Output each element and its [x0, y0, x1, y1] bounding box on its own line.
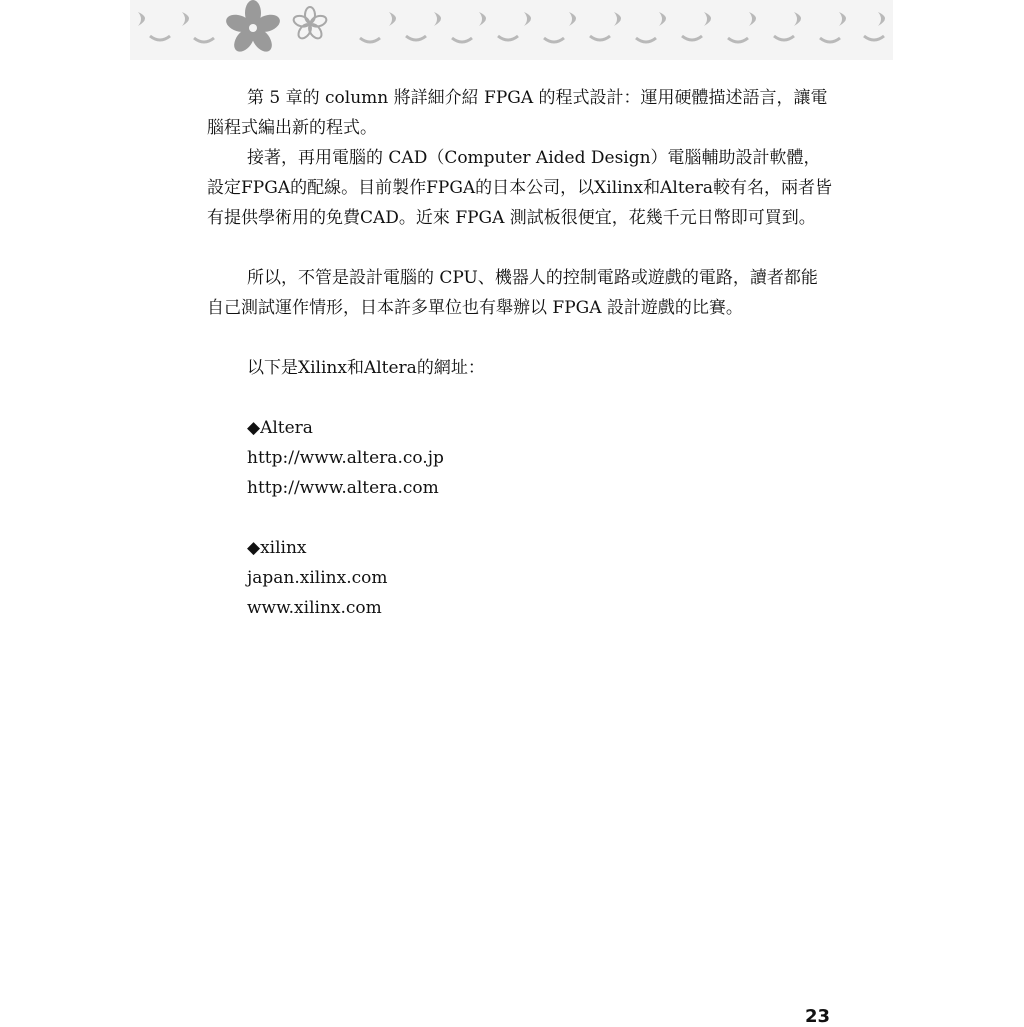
altera-links	[207, 413, 832, 503]
paragraph: 所以，不管是設計電腦的 CPU、機器人的控制電路或遊戲的電路，讀者都能自己測試運作情形，日本許多單位也有舉辦以 FPGA 設計遊戲的比賽。	[207, 268, 818, 318]
header-ornament	[130, 0, 893, 60]
xilinx-heading: ◆xilinx	[247, 538, 307, 558]
flower-icon	[224, 0, 282, 55]
paragraph-gap	[207, 383, 832, 413]
altera-heading: ◆Altera	[247, 418, 313, 438]
paragraph: 第 5 章的 column 將詳細介紹 FPGA 的程式設計：運用硬體描述語言，讓電腦程式編出新的程式。	[207, 88, 828, 138]
page-body	[207, 83, 832, 623]
xilinx-url-com: www.xilinx.com	[247, 598, 382, 618]
xilinx-links	[207, 533, 832, 623]
altera-url-com: http://www.altera.com	[247, 478, 439, 498]
small-flower-icon	[292, 7, 327, 41]
paragraph: 接著，再用電腦的 CAD（Computer Aided Design）電腦輔助設計軟體，設定FPGA的配線。目前製作FPGA的日本公司，以Xilinx和Altera較有名，兩者皆有提供學術用的免費CAD。近來 FPGA 測試板很便宜，花幾千元日幣即可買到。	[207, 148, 832, 228]
paragraph-gap	[207, 323, 832, 353]
url-intro: 以下是Xilinx和Altera的網址：	[247, 358, 485, 378]
altera-url-jp: http://www.altera.co.jp	[247, 448, 444, 468]
header-ornament-band	[130, 0, 893, 60]
xilinx-url-jp: japan.xilinx.com	[247, 568, 388, 588]
paragraph-gap	[207, 503, 832, 533]
paragraph-gap	[207, 233, 832, 263]
page-number: 23	[804, 1006, 830, 1027]
